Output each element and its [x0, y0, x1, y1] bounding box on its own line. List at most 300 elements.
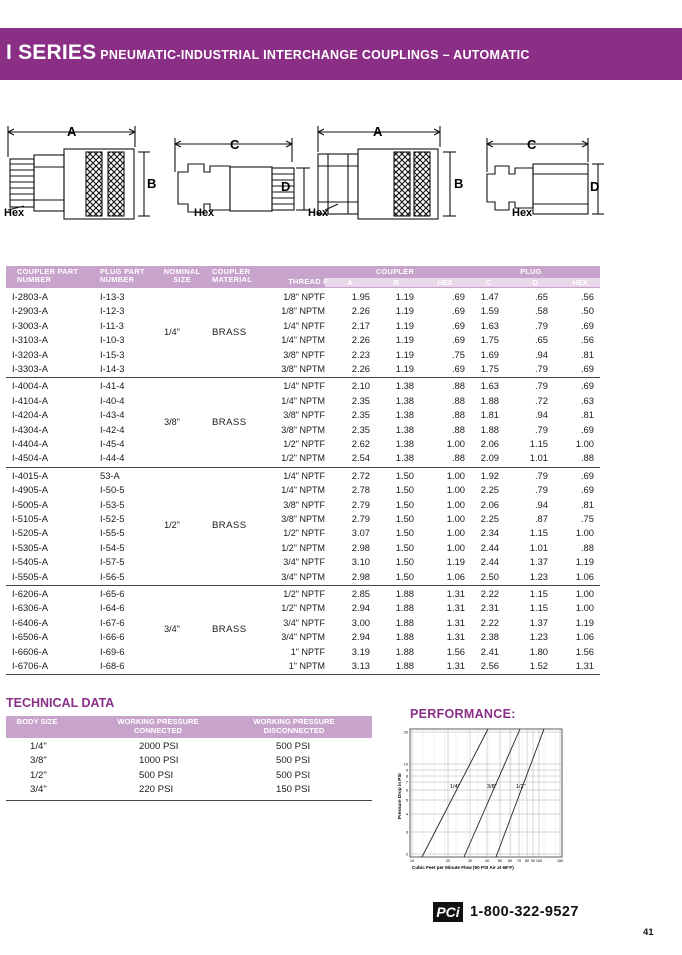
group-divider: [6, 585, 600, 586]
coupler-part-number: I-3003-A: [12, 319, 48, 331]
dim-hex: 1.19: [446, 556, 465, 568]
chart-yticks: [404, 731, 408, 857]
dim-a: 2.26: [351, 334, 370, 346]
dim-d: 1.23: [529, 631, 548, 643]
curve-label-quarter: 1/4": [450, 784, 460, 790]
plug-diagram-1: [175, 138, 310, 212]
header-nominal-size: NOMINAL SIZE: [163, 267, 201, 284]
thread-size: 1/2" NPTM: [281, 542, 325, 553]
header-plug-part: PLUG PART NUMBER: [100, 267, 145, 284]
performance-title: PERFORMANCE:: [410, 707, 516, 721]
coupler-part-number: I-5205-A: [12, 527, 48, 539]
thread-size: 1/4" NPTF: [283, 381, 325, 392]
dim-c: 2.06: [480, 438, 499, 449]
diagram-label-hex2: Hex: [194, 207, 215, 219]
xtick-label: 30: [467, 859, 473, 863]
plug-part-number: I-52-5: [100, 513, 125, 524]
coupler-part-number: I-5305-A: [12, 541, 48, 553]
coupler-part-number: I-5505-A: [12, 570, 48, 582]
tech-header-body: BODY SIZE: [16, 717, 58, 726]
dim-plug-hex: .88: [580, 541, 594, 553]
dim-c: 1.92: [480, 469, 499, 481]
plug-part-number: I-40-4: [100, 394, 125, 406]
coupler-material: BRASS: [212, 327, 247, 339]
dim-c: 2.31: [480, 602, 499, 614]
thread-size: 1/2" NPTM: [281, 453, 325, 464]
ytick-label: 9: [405, 768, 408, 773]
plug-part-number: I-66-6: [100, 631, 125, 643]
plug-part-number: I-55-5: [100, 527, 125, 539]
table-row: [6, 333, 600, 347]
dim-a: 2.23: [351, 348, 370, 360]
dim-a: 2.79: [351, 498, 370, 510]
dim-hex: 1.00: [446, 484, 465, 496]
chart-ylabel: Pressure Drop in PSI: [397, 773, 402, 819]
dim-a: 2.35: [351, 394, 370, 406]
dim-hex: 1.00: [446, 469, 465, 481]
tech-row: [6, 740, 372, 754]
table-row: [6, 319, 600, 333]
tech-bottom-rule: [6, 800, 372, 801]
dim-a: 2.85: [351, 588, 370, 599]
thread-size: 3/4" NPTF: [283, 557, 325, 568]
dim-c: 1.47: [480, 291, 499, 302]
dim-plug-hex: .56: [580, 291, 594, 302]
header-coupler-material: COUPLER MATERIAL: [212, 267, 253, 284]
dim-hex: .69: [451, 334, 465, 346]
curve-label-three-eighths: 3/8": [487, 784, 497, 790]
dim-d: .79: [534, 380, 548, 392]
xtick-label: 80: [524, 859, 530, 863]
dim-a: 3.07: [351, 527, 370, 539]
diagram-label-hex4: Hex: [512, 207, 533, 219]
coupler-part-number: I-3203-A: [12, 348, 48, 360]
dim-a: 2.62: [351, 438, 370, 449]
pci-logo: PCi: [433, 902, 463, 922]
dim-a: 2.78: [351, 484, 370, 496]
thread-size: 1/4" NPTM: [281, 335, 325, 346]
plug-part-number: I-54-5: [100, 541, 125, 553]
table-row: [6, 601, 600, 615]
dim-hex: 1.00: [446, 498, 465, 510]
dim-d: 1.37: [529, 556, 548, 568]
xtick-label: 150: [556, 859, 564, 863]
thread-size: 1" NPTM: [288, 661, 325, 671]
dim-b: 1.38: [395, 438, 414, 449]
dim-hex: .69: [451, 319, 465, 331]
plug-part-number: I-50-5: [100, 484, 125, 496]
dim-a: 2.79: [351, 513, 370, 524]
coupler-part-number: I-4015-A: [12, 469, 48, 481]
thread-size: 1/4" NPTF: [283, 320, 325, 331]
dim-c: 2.22: [480, 616, 499, 628]
ytick-label: 4: [405, 812, 408, 817]
dim-c: 1.81: [480, 409, 499, 421]
xtick-label: 20: [445, 859, 451, 863]
dim-hex: 1.31: [446, 660, 465, 671]
dim-c: 2.38: [480, 631, 499, 643]
header-d: D: [532, 278, 538, 287]
dim-c: 1.88: [480, 423, 499, 435]
dim-c: 1.63: [480, 380, 499, 392]
table-row: [6, 437, 600, 451]
pressure-disconnected: 150 PSI: [276, 784, 311, 796]
coupler-part-number: I-4404-A: [12, 438, 48, 449]
plug-part-number: I-44-4: [100, 452, 125, 464]
dim-c: 2.44: [480, 556, 499, 568]
dim-a: 2.10: [351, 380, 370, 392]
page-title: [6, 41, 530, 65]
xtick-label: 90: [530, 859, 536, 863]
dim-b: 1.19: [395, 305, 414, 317]
pressure-connected: 220 PSI: [139, 784, 174, 796]
dim-hex: 1.00: [446, 527, 465, 539]
thread-size: 3/8" NPTM: [281, 364, 325, 374]
thread-size: 1/2" NPTF: [283, 439, 325, 449]
dim-d: .79: [534, 363, 548, 374]
coupler-part-number: I-4905-A: [12, 484, 48, 496]
diagram-label-hex3: Hex: [308, 207, 329, 219]
plug-part-number: I-43-4: [100, 409, 125, 421]
thread-size: 3/4" NPTM: [281, 632, 325, 643]
dim-hex: .88: [451, 423, 465, 435]
plug-part-number: I-45-4: [100, 438, 125, 449]
table-row: [6, 304, 600, 318]
dim-d: 1.15: [529, 602, 548, 614]
pressure-disconnected: 500 PSI: [276, 755, 311, 767]
coupler-part-number: I-6206-A: [12, 588, 48, 599]
diagram-label-a1: A: [67, 124, 77, 139]
dim-plug-hex: 1.31: [575, 660, 594, 671]
dim-hex: .69: [451, 305, 465, 317]
dim-d: .79: [534, 484, 548, 496]
ytick-label: 7: [405, 780, 408, 785]
header-plug-group: PLUG: [520, 267, 542, 276]
ytick-label: 3: [405, 830, 408, 835]
dim-plug-hex: .88: [580, 452, 594, 464]
dim-d: 1.52: [529, 660, 548, 671]
dimension-diagrams: [0, 112, 682, 227]
dim-b: 1.38: [395, 423, 414, 435]
pressure-connected: 2000 PSI: [139, 741, 179, 752]
dim-d: 1.01: [529, 541, 548, 553]
tech-header-disconnected: WORKING PRESSURE DISCONNECTED: [253, 717, 335, 735]
dim-plug-hex: 1.00: [575, 602, 594, 614]
diagram-label-hex1: Hex: [4, 207, 25, 219]
table-row: [6, 348, 600, 362]
diagram-label-c2: C: [527, 137, 537, 152]
table-row: [6, 394, 600, 408]
dim-b: 1.19: [395, 291, 414, 302]
dim-a: 2.94: [351, 602, 370, 614]
tech-row: [6, 754, 372, 768]
curve-half: [496, 729, 544, 857]
coupler-part-number: I-5105-A: [12, 513, 48, 524]
dim-b: 1.19: [395, 319, 414, 331]
dim-plug-hex: 1.00: [575, 438, 594, 449]
dim-c: 1.88: [480, 394, 499, 406]
table-row: [6, 570, 600, 584]
tech-header-connected: WORKING PRESSURE CONNECTED: [117, 717, 199, 735]
coupler-part-number: I-4004-A: [12, 380, 48, 392]
dim-a: 2.26: [351, 305, 370, 317]
dim-a: 2.94: [351, 631, 370, 643]
dim-plug-hex: .69: [580, 423, 594, 435]
plug-part-number: I-53-5: [100, 498, 125, 510]
ytick-label: 8: [405, 774, 408, 779]
plug-part-number: I-10-3: [100, 334, 125, 346]
pressure-disconnected: 500 PSI: [276, 741, 311, 752]
group-divider: [6, 674, 600, 675]
dim-d: 1.15: [529, 527, 548, 539]
curve-three-eighths: [464, 729, 520, 857]
body-size: 1/4": [30, 741, 47, 752]
plug-part-number: 53-A: [100, 469, 120, 481]
plug-part-number: I-57-5: [100, 556, 125, 568]
dim-c: 1.59: [480, 305, 499, 317]
dim-hex: .75: [451, 348, 465, 360]
dim-d: .72: [534, 394, 548, 406]
thread-size: 1" NPTF: [290, 646, 325, 657]
table-row: [6, 645, 600, 659]
plug-part-number: I-12-3: [100, 305, 125, 317]
thread-size: 3/8" NPTM: [281, 424, 325, 435]
thread-size: 3/8" NPTF: [283, 349, 325, 360]
nominal-size: 3/8": [164, 416, 180, 427]
dim-c: 2.25: [480, 513, 499, 524]
dim-plug-hex: 1.00: [575, 588, 594, 599]
dim-b: 1.38: [395, 409, 414, 421]
dim-a: 2.72: [351, 469, 370, 481]
body-size: 1/2": [30, 769, 47, 781]
coupler-part-number: I-6506-A: [12, 631, 48, 643]
xtick-label: 70: [516, 859, 522, 863]
dim-b: 1.38: [395, 380, 414, 392]
dim-c: 1.75: [480, 363, 499, 374]
table-row: [6, 451, 600, 465]
diagram-label-b2: B: [454, 176, 464, 191]
thread-size: 1/4" NPTF: [283, 470, 325, 481]
table-row: [6, 498, 600, 512]
dim-d: .94: [534, 348, 548, 360]
dim-b: 1.88: [395, 616, 414, 628]
dim-a: 2.98: [351, 570, 370, 582]
plug-part-number: I-56-5: [100, 570, 125, 582]
xtick-label: 10: [409, 859, 415, 863]
dim-hex: .88: [451, 409, 465, 421]
coupler-diagram-1: [8, 126, 150, 219]
header-thread: THREAD F: [288, 277, 328, 286]
header-plug-hex: HEX: [572, 278, 588, 287]
table-row: [6, 362, 600, 376]
table-row: [6, 423, 600, 437]
xtick-label: 50: [497, 859, 503, 863]
coupler-material: BRASS: [212, 624, 247, 636]
xtick-label: 60: [507, 859, 513, 863]
tech-row: [6, 769, 372, 783]
table-row: [6, 526, 600, 540]
dim-d: 1.37: [529, 616, 548, 628]
dim-plug-hex: .69: [580, 319, 594, 331]
nominal-size: 1/4": [164, 327, 180, 338]
dim-hex: 1.31: [446, 616, 465, 628]
thread-size: 1/2" NPTM: [281, 603, 325, 614]
dim-plug-hex: 1.56: [575, 645, 594, 657]
pressure-connected: 500 PSI: [139, 769, 174, 781]
dim-d: .65: [534, 291, 548, 302]
technical-title: TECHNICAL DATA: [6, 696, 115, 710]
dim-c: 2.50: [480, 570, 499, 582]
thread-size: 1/8" NPTM: [281, 306, 325, 317]
table-row: [6, 587, 600, 601]
coupler-material: BRASS: [212, 416, 247, 428]
dim-a: 2.54: [351, 452, 370, 464]
dim-hex: 1.06: [446, 570, 465, 582]
header-coupler-part: COUPLER PART NUMBER: [17, 267, 79, 284]
dim-c: 2.25: [480, 484, 499, 496]
dim-plug-hex: 1.00: [575, 527, 594, 539]
coupler-part-number: I-2903-A: [12, 305, 48, 317]
dim-b: 1.38: [395, 394, 414, 406]
coupler-part-number: I-5005-A: [12, 498, 48, 510]
dim-d: .65: [534, 334, 548, 346]
table-row: [6, 379, 600, 393]
ytick-label: 6: [405, 788, 408, 793]
thread-size: 3/8" NPTF: [283, 499, 325, 510]
coupler-part-number: I-6606-A: [12, 645, 48, 657]
ytick-label: 2: [405, 852, 408, 857]
dim-plug-hex: .81: [580, 498, 594, 510]
dim-d: .79: [534, 319, 548, 331]
ytick-label: 10: [403, 762, 408, 767]
dim-a: 2.26: [351, 363, 370, 374]
ytick-label: 20: [403, 730, 408, 735]
coupler-part-number: I-2803-A: [12, 291, 48, 302]
header-coupler-group: COUPLER: [375, 267, 415, 276]
dim-b: 1.88: [395, 588, 414, 599]
thread-size: 1/4" NPTM: [281, 395, 325, 406]
dim-hex: 1.00: [446, 541, 465, 553]
table-row: [6, 483, 600, 497]
plug-part-number: I-69-6: [100, 645, 125, 657]
dim-d: .87: [534, 513, 548, 524]
pressure-curves: [422, 729, 544, 857]
dim-d: .79: [534, 423, 548, 435]
dim-a: 2.35: [351, 409, 370, 421]
chart-frame: [410, 729, 562, 857]
pressure-connected: 1000 PSI: [139, 755, 179, 767]
coupler-part-number: I-4304-A: [12, 423, 48, 435]
dim-plug-hex: .81: [580, 348, 594, 360]
dim-plug-hex: .50: [580, 305, 594, 317]
dim-b: 1.19: [395, 363, 414, 374]
coupler-part-number: I-3303-A: [12, 363, 48, 374]
ytick-label: 5: [405, 798, 408, 803]
thread-size: 3/4" NPTM: [281, 571, 325, 582]
dim-b: 1.50: [395, 527, 414, 539]
dim-plug-hex: 1.19: [575, 616, 594, 628]
dim-a: 3.10: [351, 556, 370, 568]
diagram-label-d2: D: [590, 179, 600, 194]
dim-hex: 1.00: [446, 438, 465, 449]
chart-grid: [410, 729, 562, 857]
coupler-part-number: I-6406-A: [12, 616, 48, 628]
dim-b: 1.50: [395, 484, 414, 496]
pressure-disconnected: 500 PSI: [276, 769, 311, 781]
dim-d: 1.23: [529, 570, 548, 582]
body-size: 3/8": [30, 755, 47, 767]
dim-c: 2.22: [480, 588, 499, 599]
table-row: [6, 630, 600, 644]
tech-row: [6, 783, 372, 797]
table-row: [6, 659, 600, 673]
dim-b: 1.38: [395, 452, 414, 464]
dim-b: 1.88: [395, 645, 414, 657]
dim-b: 1.50: [395, 513, 414, 524]
dim-b: 1.50: [395, 556, 414, 568]
table-row: [6, 408, 600, 422]
header-a: A: [347, 278, 353, 287]
nominal-size: 1/2": [164, 520, 180, 531]
dim-hex: .88: [451, 452, 465, 464]
table-row: [6, 290, 600, 304]
dim-plug-hex: .75: [580, 513, 594, 524]
xtick-label: 40: [484, 859, 490, 863]
dim-hex: 1.31: [446, 588, 465, 599]
dim-c: 2.34: [480, 527, 499, 539]
dim-a: 3.19: [351, 645, 370, 657]
dim-plug-hex: .69: [580, 380, 594, 392]
body-size: 3/4": [30, 784, 47, 796]
coupler-part-number: I-4504-A: [12, 452, 48, 464]
dim-a: 2.35: [351, 423, 370, 435]
coupler-part-number: I-6306-A: [12, 602, 48, 614]
phone-number: 1-800-322-9527: [470, 904, 579, 920]
diagram-label-c1: C: [230, 137, 240, 152]
dim-hex: 1.31: [446, 602, 465, 614]
series-subtitle: PNEUMATIC-INDUSTRIAL INTERCHANGE COUPLINGS – AUTOMATIC: [100, 48, 530, 62]
dim-a: 1.95: [351, 291, 370, 302]
plug-part-number: I-15-3: [100, 348, 125, 360]
dim-a: 2.17: [351, 319, 370, 331]
dim-plug-hex: .69: [580, 484, 594, 496]
curve-label-half: 1/2": [516, 784, 526, 790]
coupler-part-number: I-4104-A: [12, 394, 48, 406]
plug-part-number: I-13-3: [100, 291, 125, 302]
table-row: [6, 469, 600, 483]
thread-size: 1/8" NPTF: [283, 292, 325, 302]
thread-size: 1/2" NPTF: [283, 589, 325, 599]
plug-part-number: I-64-6: [100, 602, 125, 614]
dim-plug-hex: 1.06: [575, 631, 594, 643]
plug-part-number: I-41-4: [100, 380, 125, 392]
dim-d: 1.15: [529, 438, 548, 449]
dim-b: 1.50: [395, 498, 414, 510]
header-hex: HEX: [437, 278, 453, 287]
plug-part-number: I-67-6: [100, 616, 125, 628]
thread-size: 1/4" NPTM: [281, 485, 325, 496]
coupler-part-number: I-6706-A: [12, 660, 48, 671]
dim-c: 2.09: [480, 452, 499, 464]
dim-hex: 1.31: [446, 631, 465, 643]
chart-xticks: [410, 859, 563, 863]
plug-part-number: I-14-3: [100, 363, 125, 374]
dim-hex: 1.00: [446, 513, 465, 524]
diagram-label-a2: A: [373, 124, 383, 139]
dim-c: 2.56: [480, 660, 499, 671]
plug-part-number: I-42-4: [100, 423, 125, 435]
dim-c: 1.63: [480, 319, 499, 331]
